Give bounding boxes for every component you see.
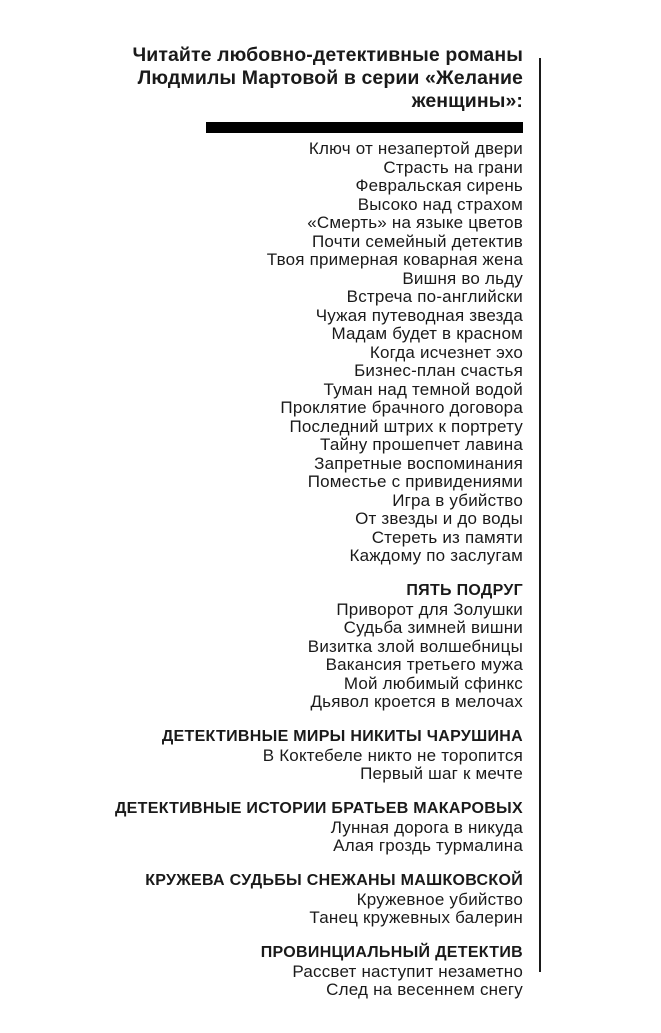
book-title: Кружевное убийство [356,889,523,909]
section-heading: ПРОВИНЦИАЛЬНЫЙ ДЕТЕКТИВ [260,943,523,961]
book-title: Встреча по-английски [346,287,523,306]
book-title: Приворот для Золушки [336,599,523,619]
book-title: След на весеннем снегу [326,980,523,999]
book-title: Каждому по заслугам [349,546,523,565]
book-section [70,799,523,856]
book-title: Бизнес-план счастья [354,361,523,380]
book-title: Туман над темной водой [323,379,523,399]
book-section [70,871,523,928]
book-title: Высоко над страхом [357,194,523,214]
page-divider-rule [539,58,541,972]
book-title: Твоя примерная коварная жена [266,250,523,269]
book-title: Дьявол кроется в мелочах [310,692,523,711]
book-title: От звезды и до воды [355,509,523,528]
book-title: Проклятие брачного договора [280,398,523,417]
book-title: Когда исчезнет эхо [369,342,523,362]
book-title: Страсть на грани [383,157,523,177]
section-heading: ПЯТЬ ПОДРУГ [406,581,523,599]
book-title: «Смерть» на языке цветов [307,213,523,232]
book-title: Рассвет наступит незаметно [292,961,523,981]
book-title: Мадам будет в красном [331,324,523,343]
book-section [70,581,523,712]
book-title: Вишня во льду [402,268,523,288]
book-title: В Коктебеле никто не торопится [262,745,523,765]
book-title: Чужая путеводная звезда [315,305,523,325]
book-section [70,943,523,1000]
book-title: Судьба зимней вишни [343,618,523,637]
series-header-line2: Людмилы Мартовой в серии «Желание женщины»: [137,67,523,112]
book-title: Почти семейный детектив [312,231,523,251]
book-title: Последний штрих к портрету [289,416,523,436]
book-title: Лунная дорога в никуда [330,817,523,837]
section-heading: ДЕТЕКТИВНЫЕ ИСТОРИИ БРАТЬЕВ МАКАРОВЫХ [114,799,523,817]
book-title: Тайну прошепчет лавина [320,435,523,454]
book-title: Мой любимый сфинкс [343,673,523,693]
book-section [70,727,523,784]
book-section [70,140,523,566]
book-title: Игра в убийство [392,490,523,510]
book-sections [70,140,523,1000]
book-title: Алая гроздь турмалина [333,836,523,855]
book-title: Визитка злой волшебницы [307,636,523,656]
book-title: Первый шаг к мечте [360,764,523,783]
book-title: Вакансия третьего мужа [325,655,523,674]
content-column [70,0,523,1000]
book-title: Танец кружевных балерин [309,908,523,927]
redacted-bar [206,122,523,133]
section-heading: ДЕТЕКТИВНЫЕ МИРЫ НИКИТЫ ЧАРУШИНА [161,727,523,745]
book-title: Запретные воспоминания [314,453,523,473]
book-title: Стереть из памяти [371,527,523,547]
series-header-line1: Читайте любовно-детективные романы [132,44,523,66]
section-heading: КРУЖЕВА СУДЬБЫ СНЕЖАНЫ МАШКОВСКОЙ [145,871,523,889]
series-header [70,44,523,113]
book-title: Февральская сирень [355,176,523,195]
book-title: Ключ от незапертой двери [308,139,523,158]
book-title: Поместье с привидениями [307,472,523,491]
